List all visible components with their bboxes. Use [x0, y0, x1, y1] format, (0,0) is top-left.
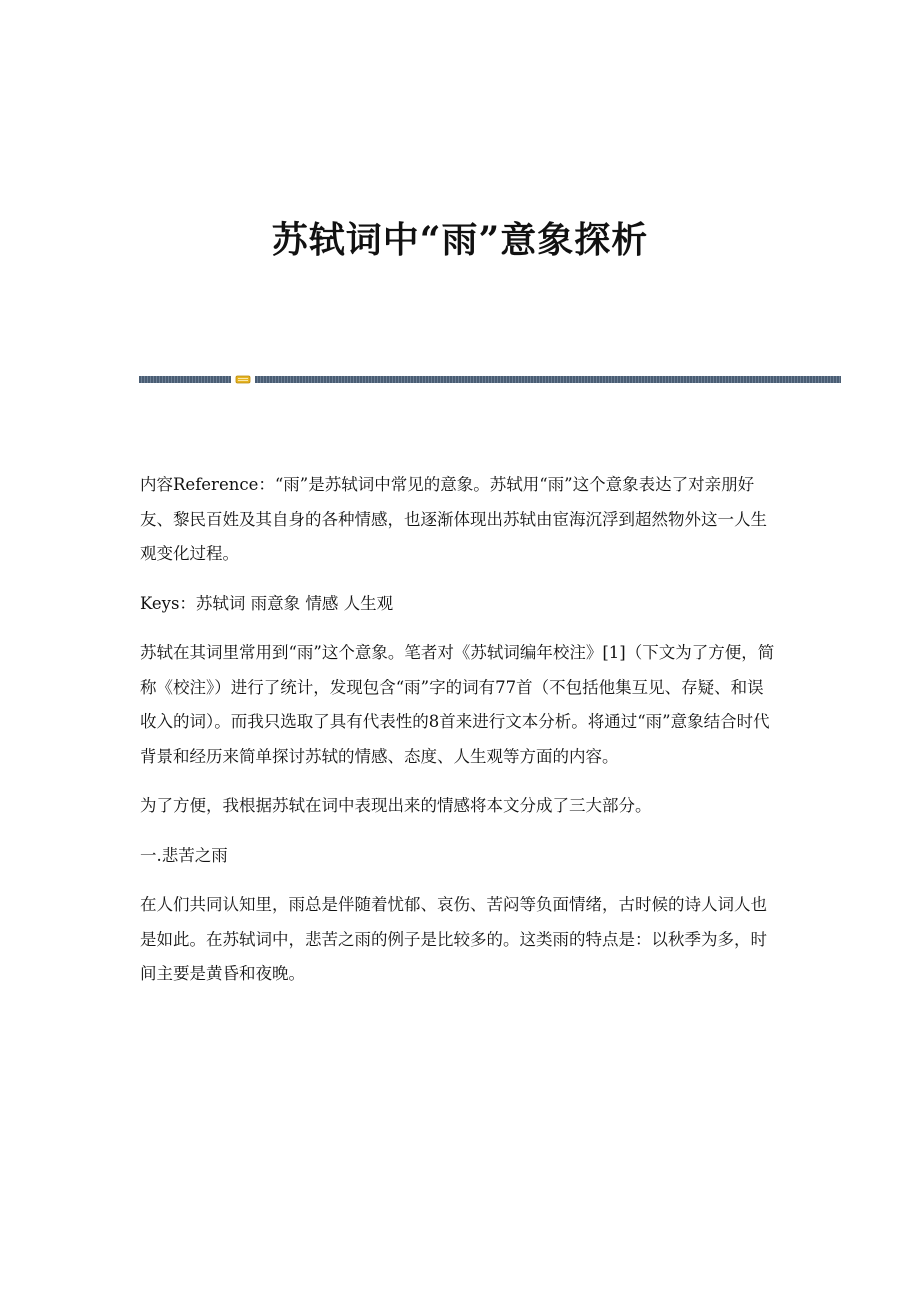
- divider-bar-left: [139, 376, 231, 383]
- intro-paragraph: 苏轼在其词里常用到“雨”这个意象。笔者对《苏轼词编年校注》[1]（下文为了方便，简称《校注》）进行了统计，发现包含“雨”字的词有77首（不包括他集互见、存疑、和误收入的词）。而我只选取了具有代表性的8首来进行文本分析。将通过“雨”意象结合时代背景和经历来简单探讨苏轼的情感、态度、人生观等方面的内容。: [140, 643, 775, 766]
- abstract-paragraph: 内容Reference：“雨”是苏轼词中常见的意象。苏轼用“雨”这个意象表达了对亲朋好友、黎民百姓及其自身的各种情感，也逐渐体现出苏轼由宦海沉浮到超然物外这一人生观变化过程。: [140, 475, 767, 563]
- document-title: 苏轼词中“雨”意象探析: [271, 219, 649, 261]
- section-heading: 一.悲苦之雨: [140, 845, 228, 865]
- title-divider: [139, 375, 841, 384]
- document-body: [140, 468, 780, 1007]
- section-paragraph: 在人们共同认知里，雨总是伴随着忧郁、哀伤、苦闷等负面情绪，古时候的诗人词人也是如此。在苏轼词中，悲苦之雨的例子是比较多的。这类雨的特点是：以秋季为多，时间主要是黄昏和夜晚。: [140, 895, 767, 983]
- keywords-paragraph: Keys：苏轼词 雨意象 情感 人生观: [140, 593, 394, 613]
- structure-paragraph: 为了方便，我根据苏轼在词中表现出来的情感将本文分成了三大部分。: [140, 796, 652, 815]
- scroll-ornament-icon: [235, 375, 251, 384]
- divider-bar-right: [255, 376, 841, 383]
